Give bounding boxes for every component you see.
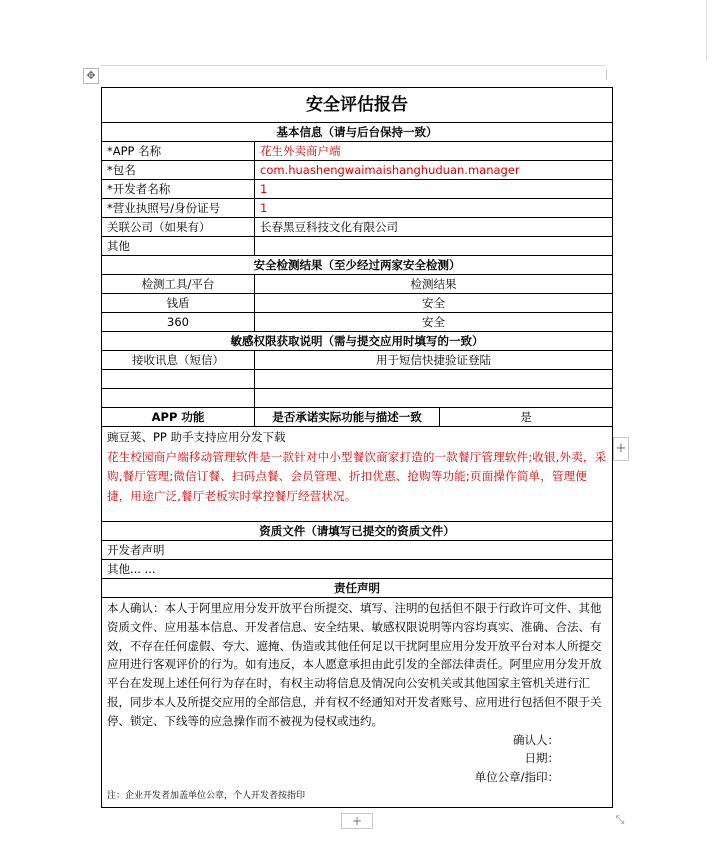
table-row	[102, 560, 613, 579]
table-row	[102, 294, 613, 313]
liability-statement-cell[interactable]	[102, 598, 613, 808]
table-row	[102, 370, 613, 389]
table-row	[102, 199, 613, 218]
table-row	[102, 408, 613, 427]
section-permissions[interactable]: 敏感权限获取说明（需与提交应用时填写的一致）	[102, 332, 613, 351]
liability-statement: 本人确认：本人于阿里应用分发开放平台所提交、填写、注明的包括但不限于行政许可文件、其他资质文件、应用基本信息、开发者信息、安全结果、敏感权限说明等内容均真实、准确、合法、有效，不存在任何虚假、夸大、遮掩、伪造或其他任何足以干扰阿里应用分发开放平台对本人所提交应用进行客观评价的行为。如有违反，本人愿意承担由此引发的全部法律责任。阿里应用分发开放平台在发现上述任何行为存在时，有权主动将信息及情况向公安机关或其他国家主管机关进行汇报，同步本人及所提交应用的全部信息，并有权不经通知对开发者账号、应用进行包括但不限于关停、锁定、下线等的应急操作而不被视为侵权或违约。	[107, 601, 602, 728]
table-row	[102, 541, 613, 560]
security-report-table	[101, 87, 613, 808]
table-move-handle-icon[interactable]: ✥	[83, 68, 99, 84]
other-label[interactable]: 其他	[102, 237, 255, 256]
page-edge	[706, 0, 707, 60]
table-row	[102, 161, 613, 180]
package-name-label[interactable]: *包名	[102, 161, 255, 180]
related-company-value[interactable]: 长春黑豆科技文化有限公司	[255, 218, 613, 237]
related-company-label[interactable]: 关联公司（如果有）	[102, 218, 255, 237]
permission-cell[interactable]	[102, 370, 255, 389]
package-name-value[interactable]: com.huashengwaimaishanghuduan.manager	[255, 161, 613, 180]
test-tool-cell[interactable]: 钱盾	[102, 294, 255, 313]
license-id-label[interactable]: *营业执照号/身份证号	[102, 199, 255, 218]
section-security-test[interactable]: 安全检测结果（至少经过两家安全检测）	[102, 256, 613, 275]
app-function-description-cell[interactable]	[102, 427, 613, 522]
section-liability[interactable]: 责任声明	[102, 579, 613, 598]
permission-reason-cell[interactable]: 用于短信快捷验证登陆	[255, 351, 613, 370]
developer-name-label[interactable]: *开发者名称	[102, 180, 255, 199]
consistency-answer[interactable]: 是	[440, 408, 613, 427]
permission-cell[interactable]	[102, 389, 255, 408]
table-row	[102, 237, 613, 256]
app-name-label[interactable]: *APP 名称	[102, 142, 255, 161]
table-row	[102, 218, 613, 237]
page-edge	[100, 65, 605, 66]
table-row	[102, 142, 613, 161]
confirmer-label: 确认人：	[513, 732, 560, 747]
test-tool-cell[interactable]: 360	[102, 313, 255, 332]
permission-reason-cell[interactable]	[255, 389, 613, 408]
app-name-value[interactable]: 花生外卖商户端	[255, 142, 613, 161]
section-basic-info[interactable]: 基本信息（请与后台保持一致）	[102, 123, 613, 142]
section-qualification[interactable]: 资质文件（请填写已提交的资质文件）	[102, 522, 613, 541]
report-title[interactable]: 安全评估报告	[102, 88, 613, 123]
test-tool-header[interactable]: 检测工具/平台	[102, 275, 255, 294]
qualification-item[interactable]: 其他... ...	[102, 560, 613, 579]
consistency-question[interactable]: 是否承诺实际功能与描述一致	[255, 408, 440, 427]
table-row	[102, 313, 613, 332]
seal-label: 单位公章/指印：	[474, 770, 560, 785]
app-function-label[interactable]: APP 功能	[102, 408, 255, 427]
developer-name-value[interactable]: 1	[255, 180, 613, 199]
permission-reason-cell[interactable]	[255, 370, 613, 389]
test-result-cell[interactable]: 安全	[255, 313, 613, 332]
test-result-cell[interactable]: 安全	[255, 294, 613, 313]
table-row	[102, 275, 613, 294]
add-column-plus-icon[interactable]: +	[613, 437, 629, 461]
table-row	[102, 180, 613, 199]
app-description: 花生校园商户端移动管理软件是一款针对中小型餐饮商家打造的一款餐厅管理软件;收银,外卖，采购,餐厅管理;微信订餐、扫码点餐、会员管理、折扣优惠、抢购等功能;页面操作简单，管理便捷，用途广泛,餐厅老板实时掌控餐厅经营状况。	[107, 449, 607, 503]
distribution-note: 豌豆荚、PP 助手支持应用分发下载	[107, 430, 286, 444]
page-corner-mark	[606, 70, 607, 80]
table-resize-icon[interactable]: ⤡	[615, 813, 625, 826]
qualification-item[interactable]: 开发者声明	[102, 541, 613, 560]
license-id-value[interactable]: 1	[255, 199, 613, 218]
date-label: 日期：	[524, 751, 560, 766]
table-row	[102, 351, 613, 370]
footnote: 注：企业开发者加盖单位公章，个人开发者按指印	[107, 790, 306, 801]
add-row-plus-icon[interactable]: +	[341, 813, 373, 829]
permission-cell[interactable]: 接收讯息（短信）	[102, 351, 255, 370]
other-value[interactable]	[255, 237, 613, 256]
test-result-header[interactable]: 检测结果	[255, 275, 613, 294]
table-row	[102, 389, 613, 408]
